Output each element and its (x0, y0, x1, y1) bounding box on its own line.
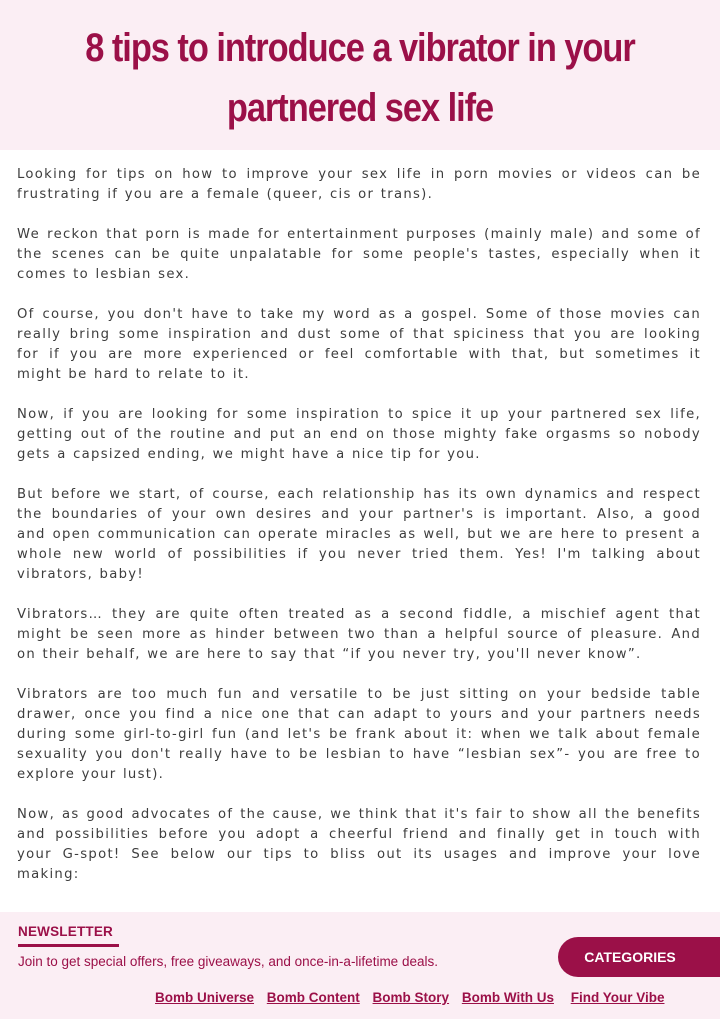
article-paragraph: But before we start, of course, each relationship has its own dynamics and respect the boundaries of your own desires and your partner's is important. Also, a good and open communication can operate miracles as well, but we are here to present a whole new world of possibilities if you never tried them. Yes! I'm talking about vibrators, baby! (17, 487, 701, 582)
footer-link-bomb-content[interactable]: Bomb Content (266, 990, 360, 1005)
categories-button[interactable]: CATEGORIES (558, 937, 720, 977)
footer-links (155, 990, 664, 1005)
newsletter-underline (18, 944, 119, 947)
article-paragraph: Vibrators… they are quite often treated as a second fiddle, a mischief agent that might be seen more as hinder between two than a helpful source of pleasure. And on their behalf, we are here to say that “if you never try, you'll never know”. (17, 607, 701, 662)
page-header (0, 0, 720, 150)
article-paragraph: Of course, you don't have to take my word as a gospel. Some of those movies can really bring some inspiration and dust some of that spiciness that you are looking for if you are more experienced or feel comfortable with that, but sometimes it might be hard to relate to it. (17, 307, 701, 382)
footer-link-bomb-universe[interactable]: Bomb Universe (155, 990, 255, 1005)
title-line-2: partnered sex life (226, 86, 494, 130)
page-title (68, 18, 653, 138)
footer-link-bomb-with-us[interactable]: Bomb With Us (461, 990, 554, 1005)
article-paragraph: Vibrators are too much fun and versatile to be just sitting on your bedside table drawer, once you find a nice one that can adapt to yours and your partners needs during some girl-to-girl fun (and let's be frank about it: when we talk about female sexuality you don't really have to be lesbian to have “lesbian sex”- you are free to explore your lust). (17, 687, 701, 782)
newsletter-signup-text[interactable]: Join to get special offers, free giveaways, and once-in-a-lifetime deals. (18, 954, 438, 969)
newsletter-title: NEWSLETTER (18, 924, 113, 939)
footer-link-bomb-story[interactable]: Bomb Story (372, 990, 450, 1005)
article-paragraph: We reckon that porn is made for entertainment purposes (mainly male) and some of the scenes can be quite unpalatable for some people's tastes, especially when it comes to lesbian sex. (17, 227, 701, 282)
footer-link-find-your-vibe[interactable]: Find Your Vibe (570, 990, 665, 1005)
page-footer (0, 912, 720, 1019)
title-line-1: 8 tips to introduce a vibrator in your (85, 26, 635, 70)
article-paragraph: Looking for tips on how to improve your sex life in porn movies or videos can be frustrating if you are a female (queer, cis or trans). (17, 167, 701, 202)
article-body (17, 165, 701, 905)
article-paragraph: Now, as good advocates of the cause, we think that it's fair to show all the benefits and possibilities before you adopt a cheerful friend and finally get in touch with your G-spot! See below our tips to bliss out its usages and improve your love making: (17, 807, 701, 882)
article-paragraph: Now, if you are looking for some inspiration to spice it up your partnered sex life, getting out of the routine and put an end on those mighty fake orgasms so nobody gets a capsized ending, we might have a nice tip for you. (17, 407, 701, 462)
